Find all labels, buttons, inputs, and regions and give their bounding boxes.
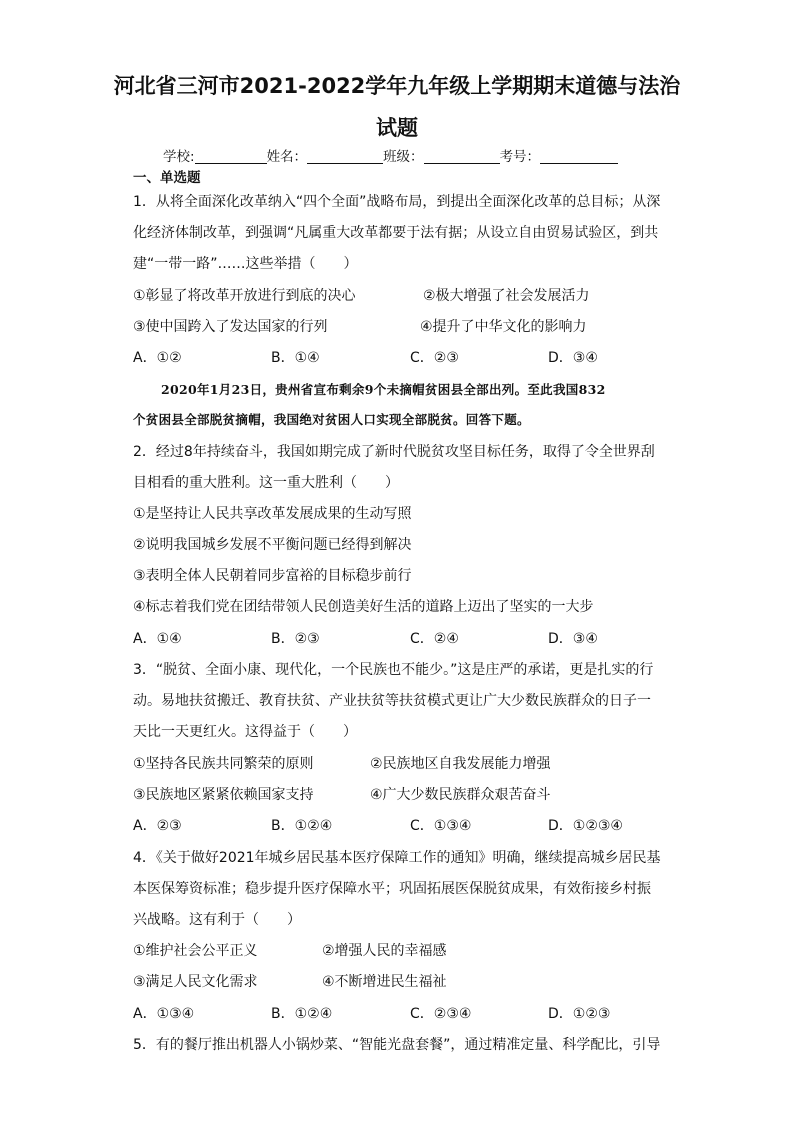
q1-item-2: ②极大增强了社会发展活力 <box>423 288 590 304</box>
q4-choice-d[interactable]: D．①②③ <box>548 1006 611 1022</box>
q4-item-3: ③满足人民文化需求 <box>133 974 258 990</box>
q3-stem-line1: 3．“脱贫、全面小康、现代化，一个民族也不能少。”这是庄严的承诺，更是扎实的行 <box>133 662 654 678</box>
exam-no-label: 考号： <box>499 149 541 165</box>
q2-item-1: ①是坚持让人民共享改革发展成果的生动写照 <box>133 506 412 522</box>
q1-choice-a[interactable]: A．①② <box>133 350 182 366</box>
q1-item-4: ④提升了中华文化的影响力 <box>420 319 587 335</box>
q3-stem-line3: 天比一天更红火。这得益于（ ） <box>133 724 357 740</box>
q4-item-2: ②增强人民的幸福感 <box>322 943 447 959</box>
q4-item-1: ①维护社会公平正义 <box>133 943 258 959</box>
name-label: 姓名： <box>266 149 308 165</box>
q2-choice-b[interactable]: B．②③ <box>271 631 320 647</box>
section-heading: 一、单选题 <box>133 170 201 186</box>
q2-item-2: ②说明我国城乡发展不平衡问题已经得到解决 <box>133 537 412 553</box>
q2-item-3: ③表明全体人民朝着同步富裕的目标稳步前行 <box>133 568 412 584</box>
q3-item-2: ②民族地区自我发展能力增强 <box>370 756 551 772</box>
q4-stem-line2: 本医保筹资标准；稳步提升医疗保障水平；巩固拓展医保脱贫成果，有效衔接乡村振 <box>133 881 651 897</box>
q1-stem-line3: 建“一带一路”……这些举措（ ） <box>133 256 358 272</box>
page-title-continued: 试题 <box>376 116 418 140</box>
school-label: 学校: <box>163 149 195 165</box>
q4-stem-line1: 4．《关于做好2021年城乡居民基本医疗保障工作的通知》明确，继续提高城乡居民基 <box>133 850 661 866</box>
school-field[interactable] <box>195 149 267 164</box>
student-info-row <box>163 145 618 165</box>
q2-stem-line1: 2．经过8年持续奋斗，我国如期完成了新时代脱贫攻坚目标任务，取得了令全世界刮 <box>133 444 655 460</box>
q1-choice-c[interactable]: C．②③ <box>410 350 459 366</box>
q2-choice-d[interactable]: D．③④ <box>548 631 598 647</box>
exam-no-field[interactable] <box>540 149 618 164</box>
q1-item-3: ③使中国跨入了发达国家的行列 <box>133 319 328 335</box>
page-title: 河北省三河市2021-2022学年九年级上学期期末道德与法治 <box>113 74 681 98</box>
q3-choice-d[interactable]: D．①②③④ <box>548 818 623 834</box>
q4-choice-b[interactable]: B．①②④ <box>271 1006 333 1022</box>
q1-choice-b[interactable]: B．①④ <box>271 350 320 366</box>
q5-stem-line1: 5．有的餐厅推出机器人小锅炒菜、“智能光盘套餐”，通过精准定量、科学配比，引导 <box>133 1037 661 1053</box>
class-label: 班级： <box>383 149 424 165</box>
q3-stem-line2: 动。易地扶贫搬迁、教育扶贫、产业扶贫等扶贫模式更让广大少数民族群众的日子一 <box>133 693 651 709</box>
q2-choice-a[interactable]: A．①④ <box>133 631 182 647</box>
q4-choice-c[interactable]: C．②③④ <box>410 1006 472 1022</box>
q3-choice-c[interactable]: C．①③④ <box>410 818 472 834</box>
q3-item-3: ③民族地区紧紧依赖国家支持 <box>133 787 314 803</box>
q3-item-4: ④广大少数民族群众艰苦奋斗 <box>370 787 551 803</box>
class-field[interactable] <box>424 149 500 164</box>
q2-item-4: ④标志着我们党在团结带领人民创造美好生活的道路上迈出了坚实的一大步 <box>133 599 594 615</box>
name-field[interactable] <box>307 149 383 164</box>
q1-stem-line2: 化经济体制改革，到强调“凡属重大改革都要于法有据；从设立自由贸易试验区，到共 <box>133 225 659 241</box>
q4-stem-line3: 兴战略。这有利于（ ） <box>133 912 301 928</box>
material-line1: 2020年1月23日，贵州省宣布剩余9个未摘帽贫困县全部出列。至此我国832 <box>161 382 606 397</box>
q3-choice-a[interactable]: A．②③ <box>133 818 182 834</box>
material-line2: 个贫困县全部脱贫摘帽，我国绝对贫困人口实现全部脱贫。回答下题。 <box>133 412 530 427</box>
q2-stem-line2: 目相看的重大胜利。这一重大胜利（ ） <box>133 475 399 491</box>
q2-choice-c[interactable]: C．②④ <box>410 631 459 647</box>
q1-choice-d[interactable]: D．③④ <box>548 350 598 366</box>
q4-item-4: ④不断增进民生福祉 <box>322 974 447 990</box>
q3-item-1: ①坚持各民族共同繁荣的原则 <box>133 756 314 772</box>
q4-choice-a[interactable]: A．①③④ <box>133 1006 195 1022</box>
q1-stem-line1: 1．从将全面深化改革纳入“四个全面”战略布局，到提出全面深化改革的总目标；从深 <box>133 194 661 210</box>
q3-choice-b[interactable]: B．①②④ <box>271 818 333 834</box>
q1-item-1: ①彰显了将改革开放进行到底的决心 <box>133 288 356 304</box>
